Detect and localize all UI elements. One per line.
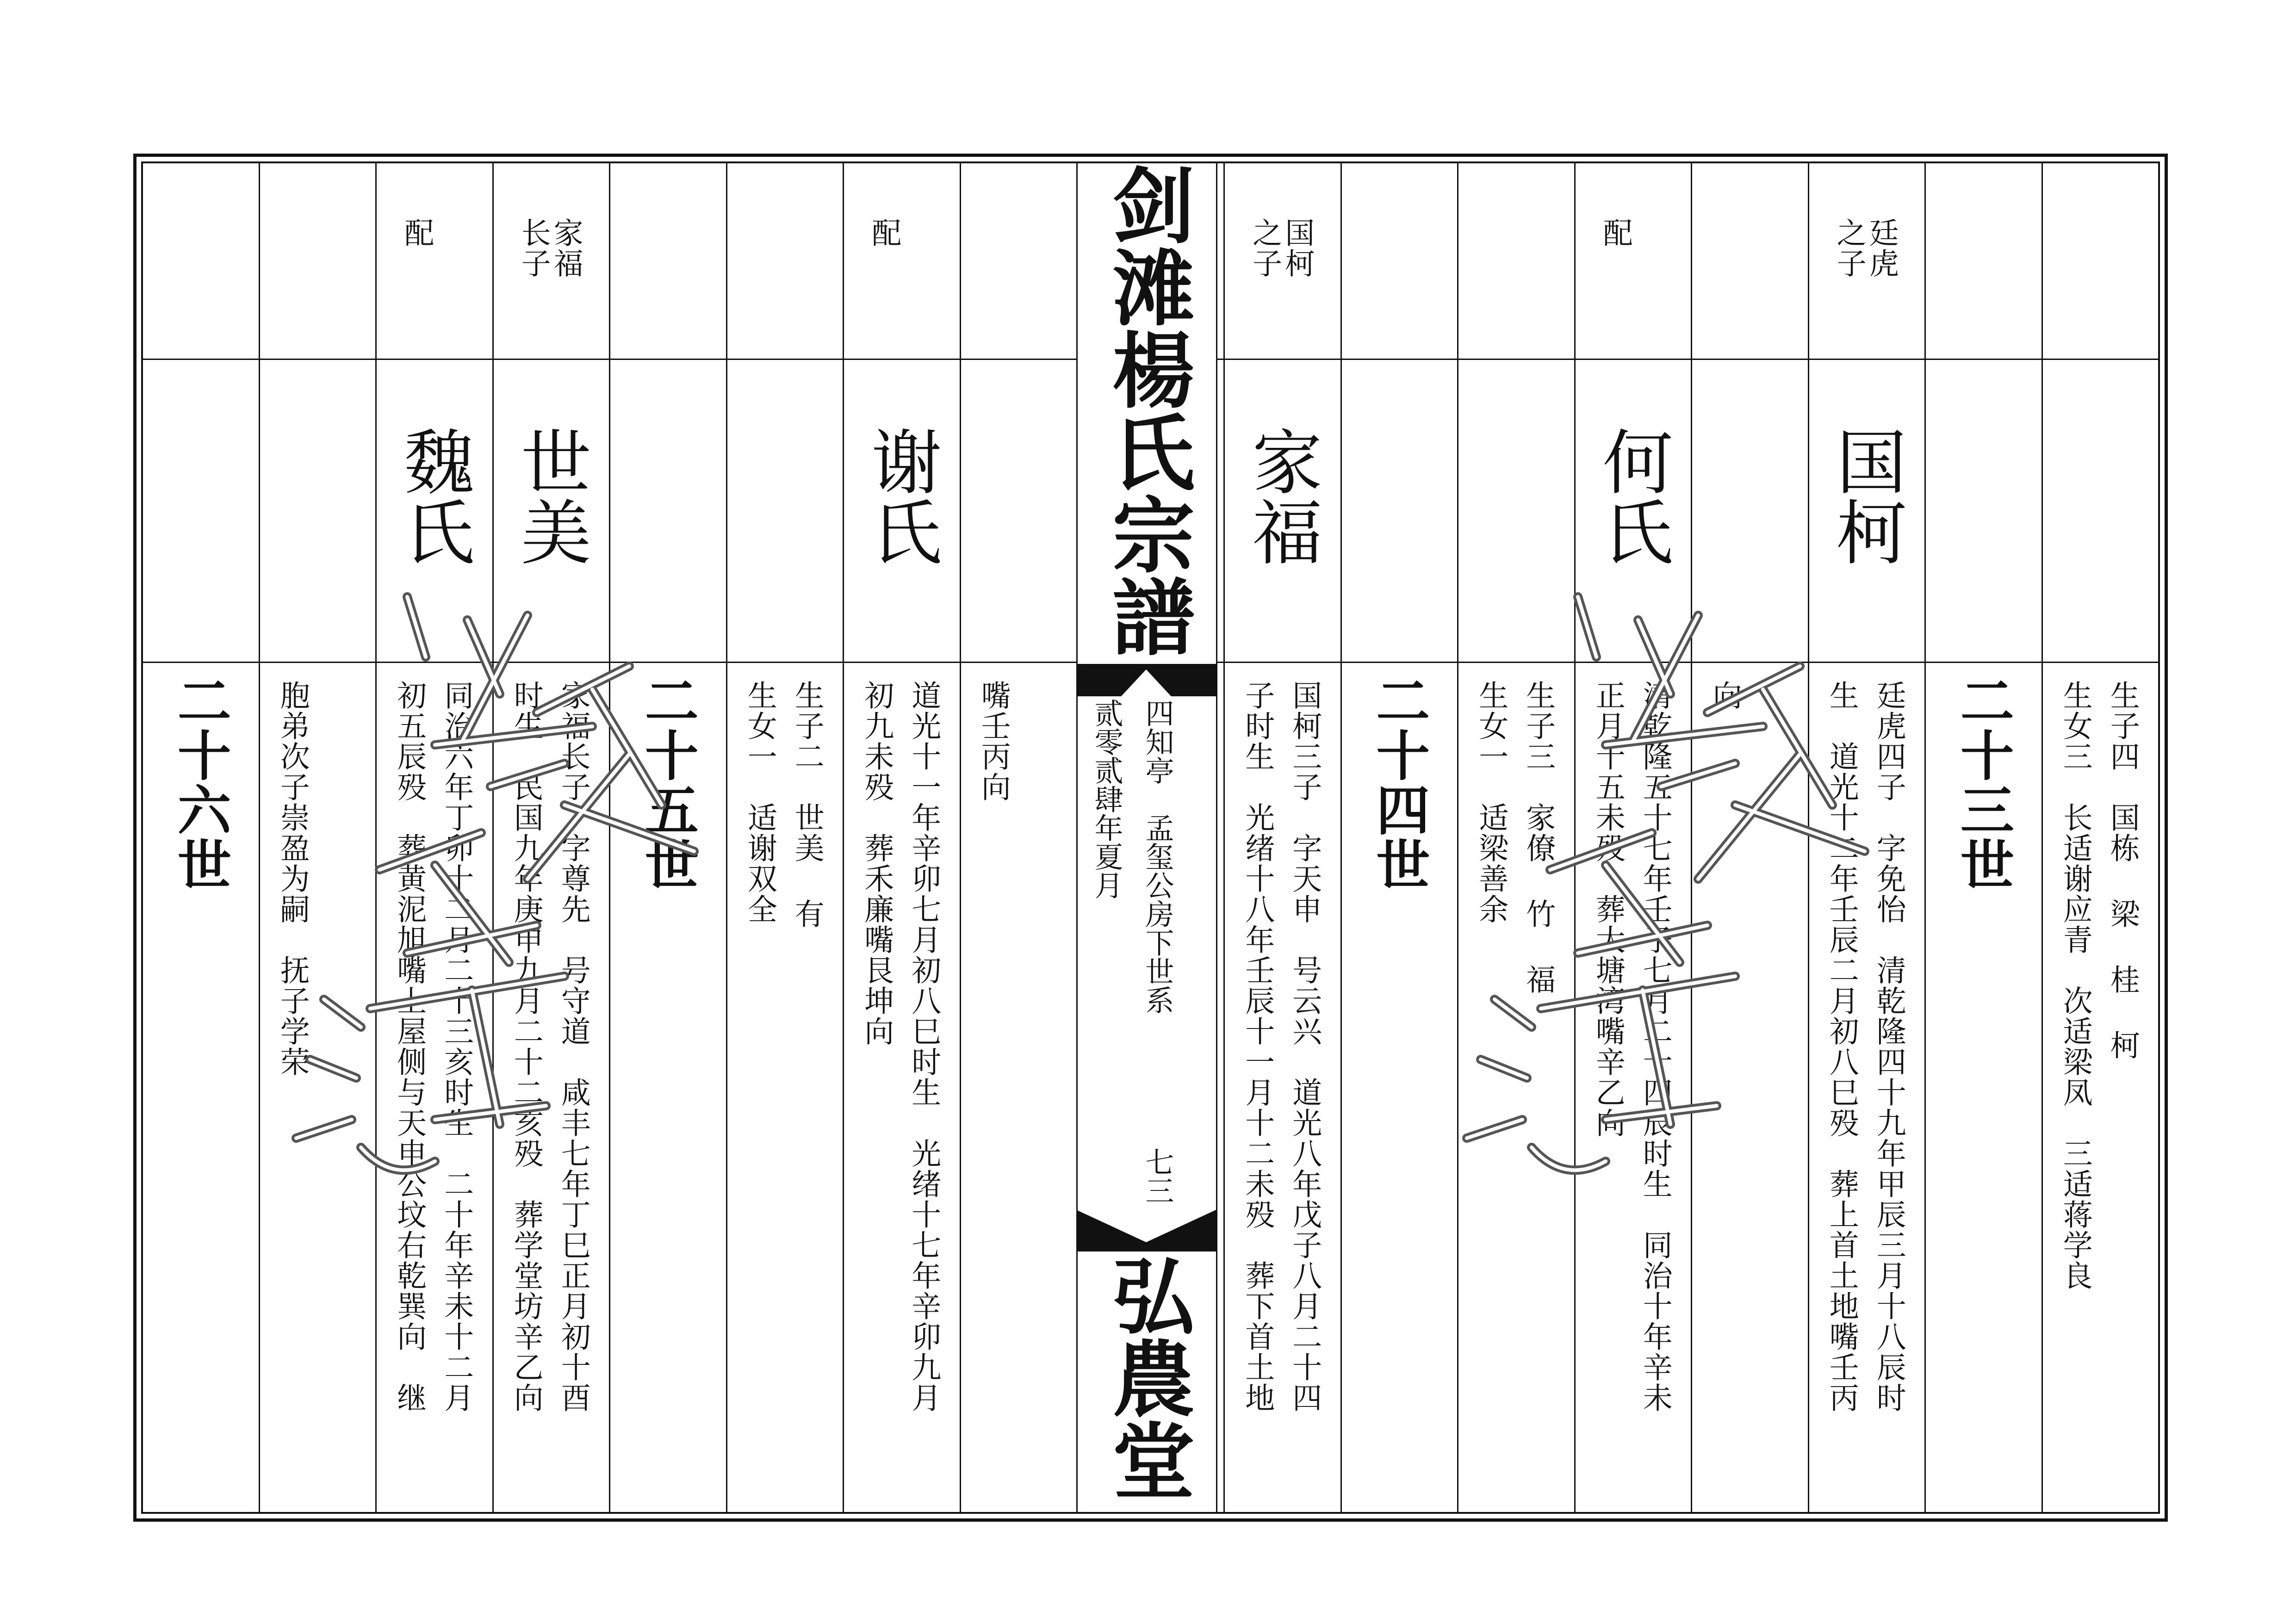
column-rule — [375, 163, 377, 1512]
person-name: 国柯 — [1824, 426, 1907, 566]
column-note: 家福 长子 — [516, 217, 583, 279]
generation-heading: 二十六世 — [168, 673, 232, 892]
spine-page-number: 七三 — [1141, 1147, 1174, 1205]
column-rule — [1691, 163, 1692, 1512]
spine-hall-name: 弘農堂 — [1098, 1254, 1195, 1501]
biography-text: 廷虎四子 字免怡 清乾隆四十九年甲辰三月十八辰时 生 道光十二年壬辰二月初八巳殁 葬上首土地嘴壬丙 — [1824, 680, 1906, 1413]
spine-title: 剑滩楊氏宗譜 — [1098, 163, 1195, 657]
row-rule — [143, 662, 1076, 663]
generation-heading: 二十四世 — [1367, 673, 1430, 892]
person-name: 家福 — [1241, 426, 1323, 566]
column-rule — [726, 163, 727, 1512]
column-note: 配 — [867, 217, 901, 248]
column-rule — [609, 163, 610, 1512]
column-note: 配 — [1598, 217, 1632, 248]
column-rule — [1808, 163, 1809, 1512]
person-name: 世美 — [509, 426, 591, 566]
spine-upper-fishtail — [1076, 664, 1216, 696]
column-rule — [1457, 163, 1458, 1512]
biography-text: 生子四 国栋 梁 桂 柯 生女三 长适谢应青 次适梁凤 三适蒋学良 — [2058, 680, 2140, 1291]
biography-text: 生子二 世美 有 生女一 适谢双全 — [742, 680, 824, 929]
column-note: 廷虎 之子 — [1831, 217, 1899, 279]
spine-date: 贰零贰肆年夏月 — [1090, 699, 1123, 899]
generation-heading: 二十五世 — [636, 673, 699, 892]
column-note: 配 — [399, 217, 434, 248]
row-rule — [143, 359, 1076, 360]
biography-text: 清乾隆五十七年壬子七月二十四辰时生 同治十年辛未 正月十五未殁 葬大塘湾嘴辛乙向 — [1590, 680, 1672, 1413]
biography-text: 同治六年丁卯十二月二十三亥时生 二十年辛未十二月 初五辰殁 葬黄泥旭嘴上屋侧与天申公坟右乾巽向 继 — [392, 680, 474, 1413]
column-rule — [843, 163, 844, 1512]
biography-text: 胞弟次子崇盈为嗣 抚子学荣 — [275, 680, 310, 1077]
column-rule — [1216, 163, 1217, 1512]
column-rule — [259, 163, 260, 1512]
biography-text: 国柯三子 字天申 号云兴 道光八年戊子八月二十四 子时生 光绪十八年壬辰十一月十二未殁 葬下首土地 — [1240, 680, 1322, 1413]
column-rule — [1574, 163, 1576, 1512]
person-name: 何氏 — [1591, 426, 1673, 566]
column-rule — [1340, 163, 1342, 1512]
generation-heading: 二十三世 — [1951, 673, 2015, 892]
spine-lower-fishtail — [1076, 1210, 1216, 1251]
column-note: 国柯 之子 — [1247, 217, 1315, 279]
biography-text: 家福长子 字尊先 号守道 咸丰七年丁巳正月初十酉 时生 民国九年庚申九月二十二亥殁 葬学堂坊辛乙向 — [509, 680, 590, 1413]
row-rule — [1216, 359, 2158, 360]
column-rule — [492, 163, 494, 1512]
column-rule — [960, 163, 961, 1512]
column-rule — [1223, 163, 1225, 1512]
row-rule — [1216, 662, 2158, 663]
biography-text: 生子三 家僚 竹 福 生女一 适梁善余 — [1474, 680, 1556, 995]
biography-text: 向 — [1707, 680, 1742, 711]
spine-branch: 四知亭 孟玺公房下世系 — [1141, 699, 1174, 1014]
column-rule — [1924, 163, 1926, 1512]
column-rule — [1076, 163, 1078, 1512]
person-name: 魏氏 — [392, 426, 475, 566]
person-name: 谢氏 — [860, 426, 942, 566]
biography-text: 道光十一年辛卯七月初八巳时生 光绪十七年辛卯九月 初九未殁 葬禾廉嘴艮坤向 — [859, 680, 941, 1413]
column-rule — [2042, 163, 2043, 1512]
biography-text: 嘴壬丙向 — [976, 680, 1011, 802]
